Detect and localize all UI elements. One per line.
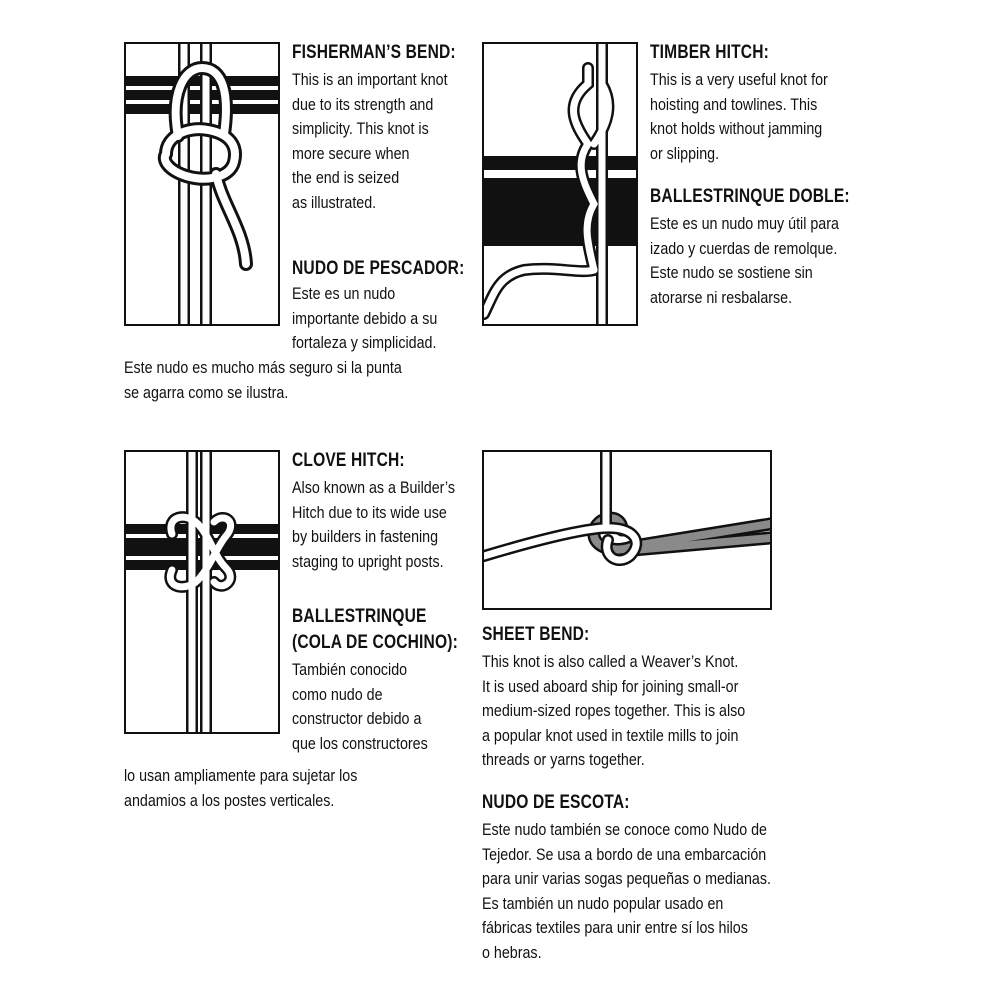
clove-body-es: [292, 658, 428, 756]
fisherman-title-es: NUDO DE PESCADOR:: [292, 258, 465, 279]
text-line: Este es un nudo muy útil para: [650, 214, 839, 233]
clove-title-en: CLOVE HITCH:: [292, 450, 405, 471]
timber-body-en: [650, 68, 828, 166]
text-line: medium-sized ropes together. This is also: [482, 701, 746, 720]
text-line: or slipping.: [650, 143, 720, 163]
sheet-body-es: [482, 818, 771, 965]
fisherman-bend-illustration: [124, 42, 280, 326]
fisherman-body-es: [292, 282, 437, 356]
text-line: threads or yarns together.: [482, 750, 645, 769]
fisherman-body-en: [292, 68, 448, 215]
sheet-bend-illustration: [482, 450, 772, 610]
text-line: This is a very useful knot for: [650, 70, 828, 89]
text-line: the end is seized: [292, 168, 400, 187]
text-line: Also known as a Builder’s: [292, 478, 455, 497]
text-line: que los constructores: [292, 733, 428, 753]
fisherman-title-en: FISHERMAN’S BEND:: [292, 42, 456, 63]
text-line: se agarra como se ilustra.: [124, 382, 289, 402]
timber-title-en: TIMBER HITCH:: [650, 42, 769, 63]
text-line: fortaleza y simplicidad.: [292, 333, 437, 352]
text-line: Hitch due to its wide use: [292, 502, 447, 522]
text-line: También conocido: [292, 660, 408, 679]
text-line: hoisting and towlines. This: [650, 94, 818, 114]
text-line: This is an important knot: [292, 70, 448, 89]
text-line: Este nudo es mucho más seguro si la punta: [124, 358, 402, 377]
timber-title-es: BALLESTRINQUE DOBLE:: [650, 186, 850, 207]
text-line: como nudo de: [292, 684, 383, 704]
text-line: as illustrated.: [292, 192, 377, 212]
timber-body-es: [650, 212, 839, 310]
text-line: lo usan ampliamente para sujetar los: [124, 766, 358, 785]
clove-body-es-wide: [124, 764, 357, 813]
text-line: fábricas textiles para unir entre sí los hilos: [482, 918, 748, 937]
text-line: Este es un nudo: [292, 284, 396, 303]
text-line: o hebras.: [482, 942, 542, 962]
text-line: due to its strength and: [292, 94, 434, 114]
text-line: andamios a los postes verticales.: [124, 790, 335, 810]
timber-hitch-illustration: [482, 42, 638, 326]
fisherman-body-es-wide: [124, 356, 402, 405]
clove-hitch-illustration: [124, 450, 280, 734]
clove-body-en: [292, 476, 455, 574]
text-line: para unir varias sogas pequeñas o medianas.: [482, 869, 771, 888]
text-line: knot holds without jamming: [650, 119, 823, 138]
text-line: simplicity. This knot is: [292, 119, 429, 138]
sheet-title-es: NUDO DE ESCOTA:: [482, 792, 630, 813]
text-line: by builders in fastening: [292, 527, 439, 546]
text-line: a popular knot used in textile mills to join: [482, 725, 739, 745]
text-line: atorarse ni resbalarse.: [650, 287, 793, 307]
clove-title-es-1: BALLESTRINQUE: [292, 606, 427, 627]
text-line: staging to upright posts.: [292, 551, 444, 571]
text-line: It is used aboard ship for joining small-or: [482, 676, 739, 696]
text-line: importante debido a su: [292, 308, 438, 328]
text-line: more secure when: [292, 143, 410, 163]
text-line: Es también un nudo popular usado en: [482, 893, 724, 913]
text-line: Tejedor. Se usa a bordo de una embarcación: [482, 844, 767, 864]
sheet-body-en: [482, 650, 745, 773]
text-line: izado y cuerdas de remolque.: [650, 238, 838, 258]
text-line: This knot is also called a Weaver’s Knot.: [482, 652, 739, 671]
sheet-title-en: SHEET BEND:: [482, 624, 590, 645]
clove-title-es-2: (COLA DE COCHINO):: [292, 632, 458, 653]
text-line: Este nudo se sostiene sin: [650, 263, 813, 282]
text-line: Este nudo también se conoce como Nudo de: [482, 820, 767, 839]
text-line: constructor debido a: [292, 709, 422, 728]
